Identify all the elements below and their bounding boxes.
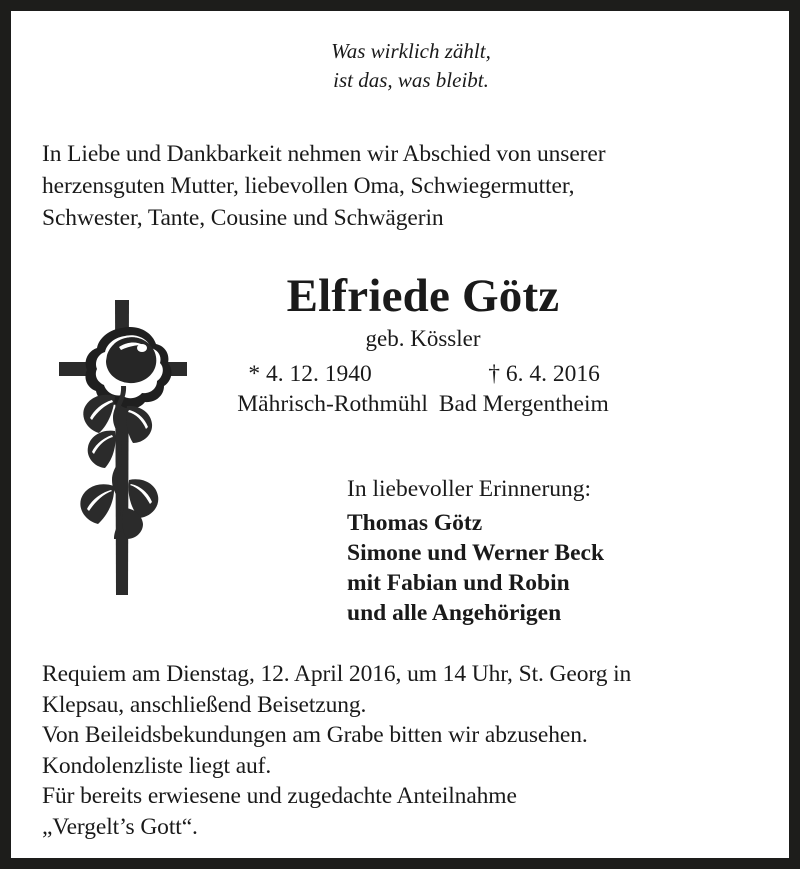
survivors-list [347, 508, 677, 628]
closing-line-4: Kondolenzliste liegt auf. [42, 752, 272, 779]
closing-line-6: „Vergelt’s Gott“. [42, 813, 198, 840]
closing-line-3: Von Beileidsbekundungen am Grabe bitten wir abzusehen. [42, 722, 588, 748]
death-date: † 6. 4. 2016 [488, 361, 600, 387]
epigraph [11, 37, 789, 95]
cross-with-rose-icon [45, 300, 195, 595]
closing-paragraph [42, 659, 758, 842]
closing-line-2: Klepsau, anschließend Beisetzung. [42, 691, 367, 718]
intro-line-3: Schwester, Tante, Cousine und Schwägerin [42, 205, 444, 231]
epigraph-line-2: ist das, was bleibt. [333, 68, 489, 92]
intro-paragraph [42, 138, 758, 234]
maiden-name: geb. Kössler [365, 326, 481, 351]
memory-title: In liebevoller Erinnerung: [347, 476, 592, 502]
intro-line-2: herzensguten Mutter, liebevollen Oma, Schwiegermutter, [42, 173, 575, 199]
closing-line-1: Requiem am Dienstag, 12. April 2016, um 14 Uhr, St. Georg in [42, 661, 632, 687]
survivor-line: Thomas Götz [347, 510, 483, 536]
deceased-name: Elfriede Götz [286, 270, 560, 322]
places-row [189, 389, 657, 419]
dates-row [189, 359, 657, 389]
survivor-line: mit Fabian und Robin [347, 570, 570, 596]
survivor-line: Simone und Werner Beck [347, 540, 605, 566]
closing-line-5: Für bereits erwiesene und zugedachte Anteilnahme [42, 783, 517, 809]
survivor-line: und alle Angehörigen [347, 600, 562, 626]
intro-line-1: In Liebe und Dankbarkeit nehmen wir Abschied von unserer [42, 141, 606, 167]
birth-place: Mährisch-Rothmühl [237, 391, 428, 417]
deceased-name-block [189, 269, 657, 419]
memory-block [347, 474, 677, 628]
notice-inner [11, 11, 789, 858]
epigraph-line-1: Was wirklich zählt, [331, 39, 491, 63]
death-place: Bad Mergentheim [438, 391, 609, 417]
birth-date: * 4. 12. 1940 [248, 361, 372, 387]
